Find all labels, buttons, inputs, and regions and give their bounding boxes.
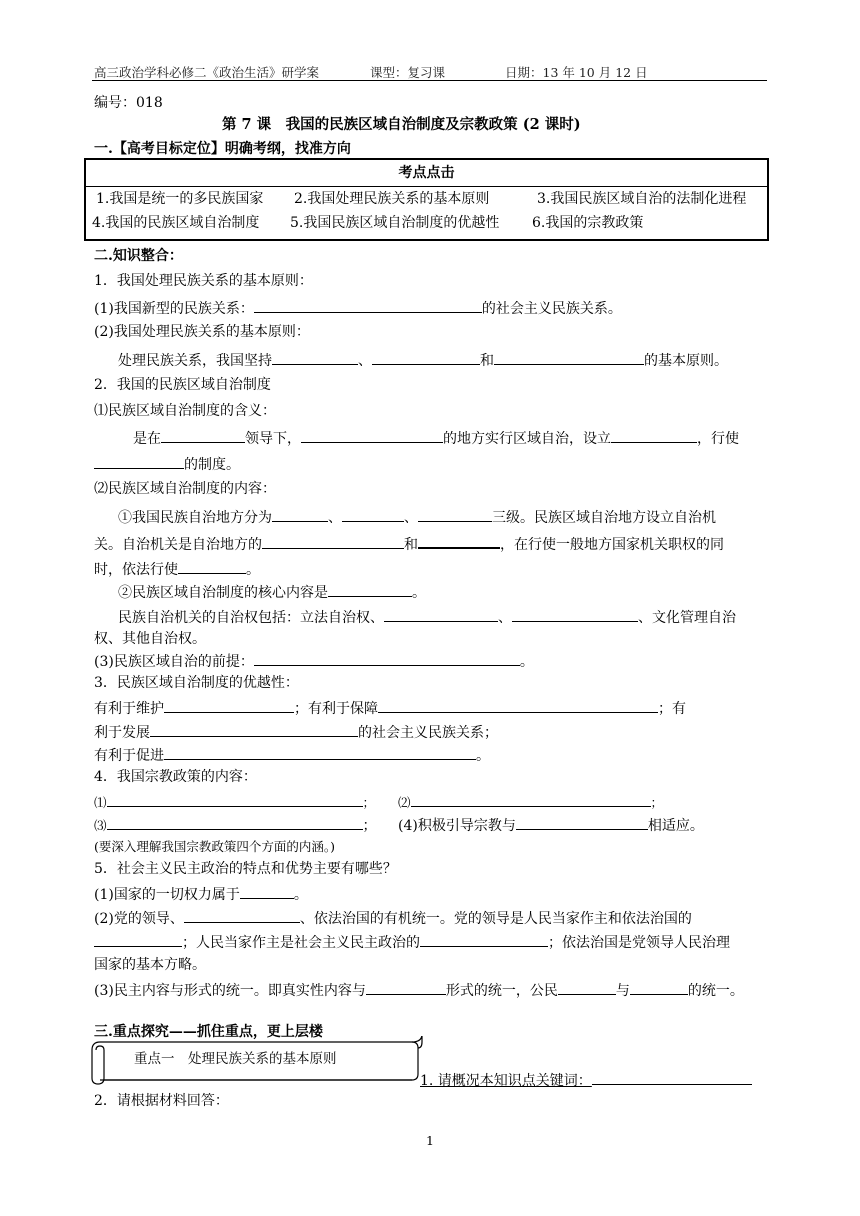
header-type: 课型：复习课 bbox=[370, 65, 446, 80]
fill-blank[interactable] bbox=[161, 428, 245, 443]
header-course: 高三政治学科必修二《政治生活》研学案 bbox=[94, 65, 320, 80]
text: ； bbox=[650, 795, 664, 810]
text: ，行使 bbox=[697, 431, 739, 447]
fill-blank[interactable] bbox=[94, 454, 184, 469]
exam-point-3: 3.我国民族区域自治的法制化进程 bbox=[537, 191, 747, 207]
text: 是在 bbox=[133, 431, 161, 447]
fill-blank[interactable] bbox=[611, 428, 697, 443]
text: ；有 bbox=[658, 701, 686, 717]
question-2: 2．请根据材料回答： bbox=[94, 1093, 229, 1109]
text: 相适应。 bbox=[647, 818, 704, 834]
item4-heading: 4．我国宗教政策的内容： bbox=[94, 769, 257, 785]
fill-blank[interactable] bbox=[411, 792, 651, 807]
line-4-1 bbox=[94, 792, 375, 812]
fill-blank[interactable] bbox=[178, 559, 246, 574]
fill-blank[interactable] bbox=[384, 607, 498, 622]
text: 。 bbox=[476, 748, 490, 764]
text: 。 bbox=[412, 585, 426, 601]
section1-heading: 一.【高考目标定位】明确考纲，找准方向 bbox=[94, 141, 351, 157]
text: 有利于维护 bbox=[94, 701, 164, 717]
fill-blank[interactable] bbox=[301, 428, 443, 443]
exam-point-4: 4.我国的民族区域自治制度 bbox=[92, 215, 260, 231]
text: ⑵ bbox=[398, 795, 411, 810]
header-date: 日期：13 年 10 月 12 日 bbox=[505, 65, 648, 80]
question-1 bbox=[420, 1070, 752, 1090]
text: 。 bbox=[246, 562, 260, 578]
text: ⑴ bbox=[94, 795, 107, 810]
line-3-2 bbox=[94, 722, 498, 742]
line-2a-1 bbox=[133, 428, 739, 448]
text: ⑶ bbox=[94, 818, 107, 833]
text: ①我国民族自治地方分为 bbox=[118, 510, 272, 526]
exam-point-2: 2.我国处理民族关系的基本原则 bbox=[294, 191, 490, 207]
fill-blank[interactable] bbox=[494, 350, 644, 365]
text: 、 bbox=[358, 353, 372, 369]
line-2b-1 bbox=[118, 507, 716, 527]
scroll-banner-label: 重点一 处理民族关系的基本原则 bbox=[134, 1051, 337, 1067]
fill-blank[interactable] bbox=[592, 1070, 752, 1085]
header-rule bbox=[92, 80, 767, 81]
fill-blank[interactable] bbox=[418, 507, 492, 522]
exam-point-6: 6.我国的宗教政策 bbox=[532, 215, 644, 231]
line-2d-2: 权、其他自治权。 bbox=[94, 631, 206, 647]
line-2d-1 bbox=[118, 607, 736, 627]
fill-blank[interactable] bbox=[342, 507, 404, 522]
item3-heading: 3．民族区域自治制度的优越性： bbox=[94, 675, 299, 691]
fill-blank[interactable] bbox=[630, 980, 688, 995]
fill-blank[interactable] bbox=[272, 507, 328, 522]
item5-heading: 5．社会主义民主政治的特点和优势主要有哪些？ bbox=[94, 861, 397, 877]
line-4-2 bbox=[398, 792, 663, 812]
text: 和 bbox=[480, 353, 494, 369]
text: 、 bbox=[404, 510, 418, 526]
exam-points-title: 考点点击 bbox=[86, 160, 767, 187]
line-5-4: 国家的基本方略。 bbox=[94, 957, 206, 973]
line-5-1 bbox=[94, 884, 308, 904]
text: 关。自治机关是自治地方的 bbox=[94, 537, 262, 553]
text: (4)积极引导宗教与 bbox=[398, 818, 516, 834]
fill-blank[interactable] bbox=[184, 908, 300, 923]
item2-content: ⑵民族区域自治制度的内容： bbox=[94, 481, 276, 497]
line-5-3 bbox=[94, 932, 730, 952]
fill-blank[interactable] bbox=[107, 815, 363, 830]
text: ； bbox=[362, 818, 377, 834]
line-2b-3 bbox=[94, 559, 260, 579]
fill-blank[interactable] bbox=[254, 651, 520, 666]
text: ；依法治国是党领导人民治理 bbox=[548, 935, 730, 951]
text: 有利于促进 bbox=[94, 748, 164, 764]
line-1b: (2)我国处理民族关系的基本原则： bbox=[94, 324, 310, 340]
fill-blank[interactable] bbox=[107, 792, 363, 807]
text: 处理民族关系，我国坚持 bbox=[118, 353, 272, 369]
text: ②民族区域自治制度的核心内容是 bbox=[118, 585, 328, 601]
text: 的社会主义民族关系。 bbox=[481, 301, 622, 317]
fill-blank[interactable] bbox=[272, 350, 358, 365]
line-1b-detail bbox=[118, 350, 728, 370]
text: 、依法治国的有机统一。党的领导是人民当家作主和依法治国的 bbox=[299, 911, 692, 927]
fill-blank[interactable] bbox=[558, 980, 616, 995]
fill-blank[interactable] bbox=[418, 533, 500, 549]
text: 民族自治机关的自治权包括：立法自治权、 bbox=[118, 610, 384, 626]
text: 的制度。 bbox=[184, 457, 240, 473]
text: ；人民当家作主是社会主义民主政治的 bbox=[182, 935, 420, 951]
fill-blank[interactable] bbox=[164, 698, 294, 713]
page-title: 第 7 课 我国的民族区域自治制度及宗教政策 (2 课时) bbox=[222, 116, 581, 133]
text: 、 bbox=[328, 510, 342, 526]
item1-heading: 1．我国处理民族关系的基本原则： bbox=[94, 273, 313, 289]
text: 形式的统一，公民 bbox=[445, 983, 558, 999]
text: 、文化管理自治 bbox=[638, 610, 736, 626]
fill-blank[interactable] bbox=[372, 350, 480, 365]
line-5-5 bbox=[94, 980, 744, 1000]
text: 。 bbox=[519, 654, 534, 670]
line-3-3 bbox=[94, 745, 490, 765]
text: ；有利于保障 bbox=[294, 701, 378, 717]
text: ，在行使一般地方国家机关职权的同 bbox=[500, 537, 724, 553]
line-5-2 bbox=[94, 908, 692, 928]
fill-blank[interactable] bbox=[366, 980, 446, 995]
section3-heading: 三.重点探究——抓住重点，更上层楼 bbox=[94, 1024, 323, 1040]
text: 、 bbox=[498, 610, 512, 626]
text: (3)民主内容与形式的统一。即真实性内容与 bbox=[94, 983, 366, 999]
fill-blank[interactable] bbox=[94, 932, 182, 947]
fill-blank[interactable] bbox=[262, 534, 404, 549]
text: 三级。民族区域自治地方设立自治机 bbox=[492, 510, 716, 526]
line-3-1 bbox=[94, 698, 686, 718]
line-4-4 bbox=[398, 815, 704, 835]
exam-point-1: 1.我国是统一的多民族国家 bbox=[96, 191, 264, 207]
text: 1. 请概况本知识点关键词： bbox=[420, 1073, 592, 1089]
text: 的社会主义民族关系； bbox=[358, 725, 498, 741]
fill-blank[interactable] bbox=[420, 932, 548, 947]
text: (1)我国新型的民族关系： bbox=[94, 301, 254, 317]
text: (3)民族区域自治的前提： bbox=[94, 654, 254, 670]
text: 领导下， bbox=[245, 431, 301, 447]
text: 的统一。 bbox=[687, 983, 744, 999]
item2-heading: 2．我国的民族区域自治制度 bbox=[94, 377, 271, 393]
text: 。 bbox=[293, 887, 308, 903]
line-2c bbox=[118, 582, 426, 602]
fill-blank[interactable] bbox=[516, 815, 648, 830]
text: 的地方实行区域自治，设立 bbox=[443, 431, 611, 447]
fill-blank[interactable] bbox=[164, 745, 476, 760]
item2-meaning: ⑴民族区域自治制度的含义： bbox=[94, 403, 276, 419]
exam-point-5: 5.我国民族区域自治制度的优越性 bbox=[290, 215, 500, 231]
fill-blank[interactable] bbox=[328, 582, 412, 597]
page-number: 1 bbox=[426, 1133, 434, 1148]
line-2a-2 bbox=[94, 454, 240, 474]
text: 时，依法行使 bbox=[94, 562, 178, 578]
line-4-3 bbox=[94, 815, 377, 835]
item4-note: (要深入理解我国宗教政策四个方面的内涵。) bbox=[94, 839, 336, 854]
text: 与 bbox=[615, 983, 630, 999]
text: ； bbox=[362, 795, 376, 810]
fill-blank[interactable] bbox=[254, 298, 482, 313]
text: 的基本原则。 bbox=[644, 353, 728, 369]
text: (2)党的领导、 bbox=[94, 911, 184, 927]
fill-blank[interactable] bbox=[512, 607, 638, 622]
text: 利于发展 bbox=[94, 725, 150, 741]
line-2b-2 bbox=[94, 533, 724, 554]
line-1a bbox=[94, 298, 622, 318]
text: (1)国家的一切权力属于 bbox=[94, 887, 240, 903]
fill-blank[interactable] bbox=[240, 884, 294, 899]
fill-blank[interactable] bbox=[150, 722, 358, 737]
line-2e bbox=[94, 651, 534, 671]
text: 和 bbox=[404, 537, 418, 553]
serial-number: 编号：018 bbox=[94, 95, 163, 111]
fill-blank[interactable] bbox=[378, 698, 658, 713]
section2-heading: 二.知识整合： bbox=[94, 248, 183, 264]
